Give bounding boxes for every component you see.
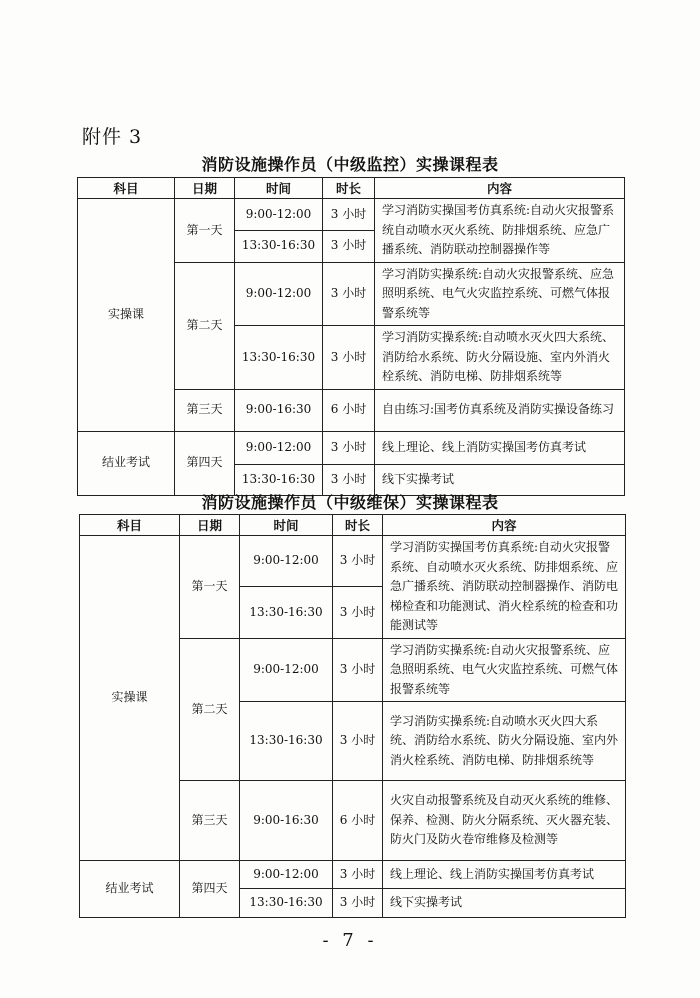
content-cell: 学习消防实操国考仿真系统:自动火灾报警系统自动喷水灭火系统、防排烟系统、应急广播系统、消防联动控制器操作等 xyxy=(375,199,625,263)
duration-cell: 3 小时 xyxy=(333,587,383,638)
header-date: 日期 xyxy=(175,178,235,199)
day-cell: 第二天 xyxy=(180,638,240,781)
table1-title: 消防设施操作员（中级监控）实操课程表 xyxy=(201,155,499,174)
table1-schedule xyxy=(77,177,625,496)
duration-cell: 3 小时 xyxy=(323,262,375,326)
table-row xyxy=(80,536,626,587)
content-cell: 自由练习:国考仿真系统及消防实操设备练习 xyxy=(375,389,625,431)
day-cell: 第三天 xyxy=(175,389,235,431)
time-cell: 9:00-12:00 xyxy=(240,536,333,587)
content-cell: 线下实操考试 xyxy=(383,889,626,918)
header-duration: 时长 xyxy=(323,178,375,199)
duration-cell: 3 小时 xyxy=(323,326,375,390)
subject-cell: 实操课 xyxy=(78,199,175,432)
header-subject: 科目 xyxy=(78,178,175,199)
content-cell: 学习消防实操系统:自动喷水灭火四大系统、消防给水系统、防火分隔设施、室内外消火栓系统、消防电梯、防排烟系统等 xyxy=(375,326,625,390)
table-header-row xyxy=(78,178,625,199)
duration-cell: 6 小时 xyxy=(323,389,375,431)
table2-schedule xyxy=(79,514,626,918)
time-cell: 9:00-12:00 xyxy=(235,262,323,326)
content-cell: 学习消防实操系统:自动喷水灭火四大系统、消防给水系统、防火分隔设施、室内外消火栓系统、消防电梯、防排烟系统等 xyxy=(383,702,626,781)
time-cell: 9:00-12:00 xyxy=(240,861,333,889)
content-cell: 线上理论、线上消防实操国考仿真考试 xyxy=(375,431,625,464)
duration-cell: 6 小时 xyxy=(333,781,383,861)
time-cell: 9:00-12:00 xyxy=(235,199,323,231)
time-cell: 13:30-16:30 xyxy=(235,230,323,262)
day-cell: 第三天 xyxy=(180,781,240,861)
day-cell: 第四天 xyxy=(175,431,235,495)
header-time: 时间 xyxy=(240,515,333,536)
content-cell: 线上理论、线上消防实操国考仿真考试 xyxy=(383,861,626,889)
day-cell: 第四天 xyxy=(180,861,240,918)
header-content: 内容 xyxy=(383,515,626,536)
content-cell: 线下实操考试 xyxy=(375,464,625,495)
table-row xyxy=(78,431,625,464)
duration-cell: 3 小时 xyxy=(323,230,375,262)
subject-cell: 结业考试 xyxy=(80,861,180,918)
header-date: 日期 xyxy=(180,515,240,536)
table-row xyxy=(78,199,625,231)
day-cell: 第二天 xyxy=(175,262,235,389)
table-header-row xyxy=(80,515,626,536)
header-duration: 时长 xyxy=(333,515,383,536)
header-time: 时间 xyxy=(235,178,323,199)
duration-cell: 3 小时 xyxy=(333,536,383,587)
time-cell: 13:30-16:30 xyxy=(240,702,333,781)
time-cell: 9:00-12:00 xyxy=(235,431,323,464)
duration-cell: 3 小时 xyxy=(333,702,383,781)
day-cell: 第一天 xyxy=(180,536,240,639)
page-number: - 7 - xyxy=(322,930,378,951)
content-cell: 学习消防实操系统:自动火灾报警系统、应急照明系统、电气火灾监控系统、可燃气体报警系统等 xyxy=(375,262,625,326)
time-cell: 9:00-16:30 xyxy=(240,781,333,861)
content-cell: 火灾自动报警系统及自动灭火系统的维修、保养、检测、防火分隔系统、灭火器充装、防火门及防火卷帘维修及检测等 xyxy=(383,781,626,861)
content-cell: 学习消防实操系统:自动火灾报警系统、应急照明系统、电气火灾监控系统、可燃气体报警系统等 xyxy=(383,638,626,702)
subject-cell: 实操课 xyxy=(80,536,180,861)
day-cell: 第一天 xyxy=(175,199,235,263)
time-cell: 13:30-16:30 xyxy=(235,326,323,390)
content-cell: 学习消防实操国考仿真系统:自动火灾报警系统、自动喷水灭火系统、防排烟系统、应急广播系统、消防联动控制器操作、消防电梯检查和功能测试、消火栓系统的检查和功能测试等 xyxy=(383,536,626,639)
time-cell: 13:30-16:30 xyxy=(240,587,333,638)
subject-cell: 结业考试 xyxy=(78,431,175,495)
duration-cell: 3 小时 xyxy=(333,638,383,702)
duration-cell: 3 小时 xyxy=(323,199,375,231)
header-subject: 科目 xyxy=(80,515,180,536)
table2-title: 消防设施操作员（中级维保）实操课程表 xyxy=(201,493,499,512)
duration-cell: 3 小时 xyxy=(333,889,383,918)
table-row xyxy=(80,861,626,889)
duration-cell: 3 小时 xyxy=(323,464,375,495)
duration-cell: 3 小时 xyxy=(323,431,375,464)
attachment-label: 附件 3 xyxy=(82,126,143,148)
header-content: 内容 xyxy=(375,178,625,199)
time-cell: 9:00-12:00 xyxy=(240,638,333,702)
time-cell: 13:30-16:30 xyxy=(235,464,323,495)
duration-cell: 3 小时 xyxy=(333,861,383,889)
time-cell: 13:30-16:30 xyxy=(240,889,333,918)
time-cell: 9:00-16:30 xyxy=(235,389,323,431)
